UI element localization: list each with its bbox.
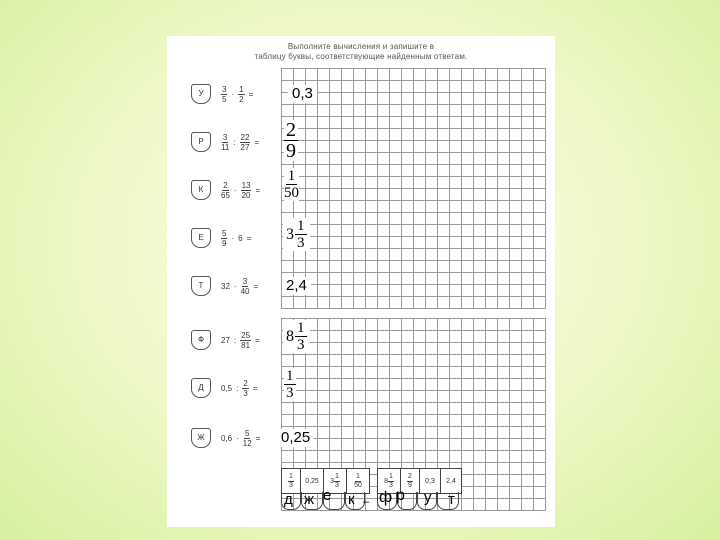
key-cell <box>282 469 301 493</box>
operator: : <box>233 335 237 345</box>
expression <box>221 224 255 252</box>
answer-num: 1 <box>297 218 305 234</box>
frac-num: 22 <box>240 132 250 142</box>
letter-badge: Д <box>191 378 211 398</box>
key-num: 1 <box>356 472 360 480</box>
grid-top <box>281 68 546 309</box>
answer-t: 2,4 <box>282 277 311 295</box>
operator: · <box>231 89 235 99</box>
expression <box>221 424 264 452</box>
key-den: 50 <box>354 481 362 489</box>
expression <box>221 128 263 156</box>
frac-den: 65 <box>221 190 230 200</box>
equals-sign: = <box>255 335 260 345</box>
answer-den: 50 <box>284 185 299 201</box>
operator: · <box>231 233 235 243</box>
answer-letter: е <box>323 487 332 504</box>
letter-badge: Р <box>191 132 211 152</box>
answer-f <box>283 320 310 353</box>
operator: : <box>236 383 239 393</box>
answer-num: 1 <box>287 168 296 184</box>
answer-den: 3 <box>286 385 294 401</box>
operator: · <box>236 433 239 443</box>
expression <box>221 374 261 402</box>
equals-sign: = <box>252 383 258 393</box>
key-den: 3 <box>389 481 393 489</box>
answer-k <box>284 168 299 201</box>
key-num: 2 <box>408 472 412 480</box>
frac-den: 5 <box>222 94 227 104</box>
answer-whole: 3 <box>286 225 294 243</box>
frac-num: 5 <box>245 428 250 438</box>
answer-r <box>284 120 298 161</box>
operator: : <box>233 137 236 147</box>
expression <box>221 80 257 108</box>
answer-letter: т <box>448 491 455 508</box>
answer-letter: у <box>424 489 432 506</box>
frac-den: 11 <box>221 142 230 152</box>
letter-badge: К <box>191 180 211 200</box>
expression <box>221 176 264 204</box>
frac-num: 5 <box>222 228 227 238</box>
answer-letter: р <box>396 487 405 504</box>
frac-den: 27 <box>240 142 250 152</box>
key-den: 9 <box>408 481 412 489</box>
frac-den: 40 <box>240 286 250 296</box>
equals-sign: = <box>255 433 261 443</box>
frac-num: 3 <box>222 132 228 142</box>
equals-sign: = <box>248 89 254 99</box>
key-cell: 0,3 <box>420 469 441 493</box>
frac-den: 12 <box>242 438 252 448</box>
expression <box>221 326 264 354</box>
equals-sign: = <box>253 281 259 291</box>
letter-badge: Т <box>191 276 211 296</box>
letter-badge: Е <box>191 228 211 248</box>
equals-sign: = <box>255 185 261 195</box>
frac-den: 9 <box>222 238 227 248</box>
answer-u: 0,3 <box>288 85 317 103</box>
equals-sign: = <box>254 137 260 147</box>
key-whole: 8 <box>384 477 388 485</box>
factor: 27 <box>221 335 230 345</box>
answer-whole: 8 <box>286 327 294 345</box>
answer-den: 9 <box>286 140 296 162</box>
letter-badge: Ф <box>191 330 211 350</box>
letter-badge: Ж <box>191 428 211 448</box>
frac-den: 20 <box>241 190 251 200</box>
frac-num: 2 <box>223 180 228 190</box>
dash: – <box>363 496 370 508</box>
key-den: 3 <box>289 481 293 489</box>
title-line-1: Выполните вычисления и запишите в <box>287 42 435 51</box>
operator: · <box>233 281 237 291</box>
key-cell: 0,25 <box>301 469 324 493</box>
answer-den: 3 <box>297 235 305 251</box>
frac-num: 25 <box>241 330 251 340</box>
answer-num: 2 <box>286 119 296 141</box>
answer-zh: 0,25 <box>277 429 314 447</box>
expression <box>221 272 262 300</box>
worksheet-title <box>187 42 535 62</box>
frac-num: 1 <box>239 84 244 94</box>
answer-den: 3 <box>297 337 305 353</box>
answer-letter: ж <box>304 491 315 508</box>
frac-den: 3 <box>243 388 248 398</box>
key-whole: 3 <box>330 477 334 485</box>
frac-den: 2 <box>239 94 244 104</box>
key-num: 1 <box>289 472 293 480</box>
answer-e <box>283 218 310 251</box>
factor: 32 <box>221 281 230 291</box>
key-cell <box>347 469 369 493</box>
frac-den: 81 <box>241 340 251 350</box>
worksheet <box>167 36 555 527</box>
answer-letter: д <box>284 491 293 508</box>
operator: · <box>233 185 237 195</box>
frac-num: 3 <box>222 84 227 94</box>
letter-badge: У <box>191 84 211 104</box>
frac-num: 3 <box>242 276 248 286</box>
factor: 0,6 <box>221 433 233 443</box>
factor: 6 <box>238 233 243 243</box>
key-num: 1 <box>389 472 393 480</box>
answer-num: 1 <box>286 368 294 384</box>
answer-letter: к <box>348 491 355 508</box>
title-line-2: таблицу буквы, соответствующие найденным ответам. <box>254 52 468 61</box>
answer-d <box>284 368 296 401</box>
key-den: 3 <box>335 481 339 489</box>
key-cell: 2,4 <box>446 477 456 485</box>
frac-num: 13 <box>241 180 251 190</box>
answer-num: 1 <box>297 320 305 336</box>
factor: 0,5 <box>221 383 233 393</box>
equals-sign: = <box>246 233 252 243</box>
frac-num: 2 <box>243 378 248 388</box>
answer-letter: ф <box>379 489 393 506</box>
key-num: 1 <box>335 472 339 480</box>
